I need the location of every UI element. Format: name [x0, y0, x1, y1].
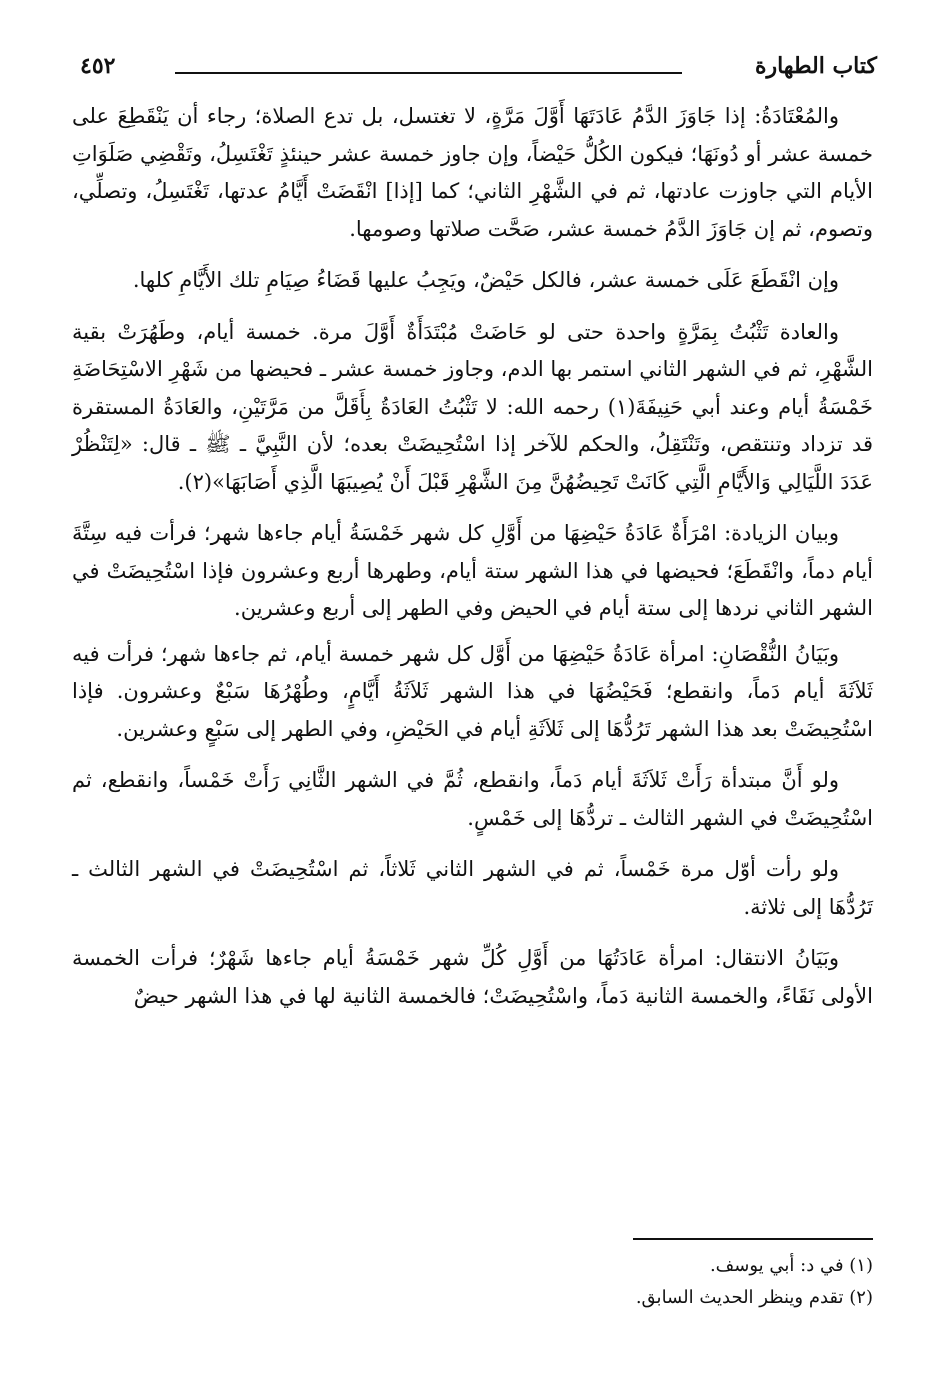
footnotes — [72, 1250, 873, 1314]
paragraph-increase: وبيان الزيادة: امْرَأَةٌ عَادَةُ حَيْضِهَا من أَوَّلِ كل شهر خَمْسَةُ أيام جاءها شهر؛ فرأت فيه سِتَّةَ أيام دماً، وانْقَطَعَ؛ فحيضها في هذا الشهر ستة أيام، وطهرها أربع وعشرون فإذا اسْتُحِيضَتْ في الشهر الثاني نردها إلى ستة أيام في الحيض وفي الطهر إلى أربع وعشرين. — [72, 521, 873, 620]
page-header — [80, 48, 877, 88]
paragraph-transfer: وبَيَانُ الانتقال: امرأة عَادَتُهَا من أَوَّلِ كُلِّ شهر خَمْسَةُ أيام جاءها شَهْرٌ؛ فرأت الخمسة الأولى نَقَاءً، والخمسة الثانية دَماً، واسْتُحِيضَتْ؛ فالخمسة الثانية لها في هذا الشهر حيضٌ — [72, 946, 873, 1008]
page-number: ٤٥٢ — [80, 53, 116, 79]
paragraph-habitual-woman: والمُعْتَادَةُ: إذا جَاوَزَ الدَّمُ عَادَتَهَا أَوَّلَ مَرَّةٍ، لا تغتسل، بل تدع الصلاة؛ رجاء أن يَنْقَطِعَ على خمسة عشر أو دُونَهَا؛ فيكون الكُلُّ حَيْضاً، وإن جاوز خمسة عشر حينئذٍ تَغْتَسِلُ، وتَقْضِي صَلَوَاتِ الأيام التي جاوزت عادتها، ثم في الشَّهْرِ الثاني؛ كما [إذا] انْقَضَتْ أَيَّامُ عدتها، تَغْتَسِلُ، وتصلِّي، وتصوم، ثم إن جَاوَزَ الدَّمُ خمسة عشر، صَحَّت صلاتها وصومها. — [72, 104, 873, 241]
footnote-1: (١) في د: أبي يوسف. — [709, 1255, 873, 1276]
paragraph-stopping-at-fifteen: وإن انْقَطَعَ عَلَى خمسة عشر، فالكل حَيْضٌ، ويَجِبُ عليها قَضَاءُ صِيَامِ تلك الأَيَّامِ كلها. — [132, 268, 839, 292]
paragraph-first-time-example: ولو رأت أوّل مرة خَمْساً، ثم في الشهر الثاني ثَلاثاً، ثم اسْتُحِيضَتْ في الشهر الثالث ـ تَرُدُّهَا إلى ثلاثة. — [72, 857, 873, 919]
footnote-2: (٢) تقدم وينظر الحديث السابق. — [635, 1287, 873, 1308]
page-body — [72, 98, 873, 1029]
footnote-separator — [633, 1238, 873, 1240]
header-rule — [175, 72, 682, 74]
paragraph-decrease: وبَيَانُ النُّقْصَانِ: امرأة عَادَةُ حَيْضِهَا من أَوَّل كل شهر خمسة أيام، ثم جاءها شهر؛ فرأت فيه ثَلاَثَةَ أيام دَماً، وانقطع؛ فَحَيْضُهَا في هذا الشهر ثَلاَثَةُ أَيَّامٍ، وطُهْرُهَا سَبْعٌ وعشرون. فإذا اسْتُحِيضَتْ بعد هذا الشهر تَرُدُّهَا إلى ثَلاَثَةِ أيام في الحَيْضِ، وفي الطهر إلى سَبْعٍ وعشرين. — [72, 641, 873, 741]
paragraph-beginner-example: ولو أَنَّ مبتدأة رَأَتْ ثَلاَثَةَ أيام دَماً، وانقطع، ثُمَّ في الشهر الثَّانِي رَأَتْ خَمْساً، وانقطع، ثم اسْتُحِيضَتْ في الشهر الثالث ـ تردُّهَا إلى خَمْسٍ. — [72, 768, 873, 830]
paragraph-habit-established: والعادة تَثْبُتُ بِمَرَّةٍ واحدة حتى لو حَاضَتْ مُبْتَدَأَةٌ أَوَّلَ مرة. خمسة أيام، وطَهُرَتْ بقية الشَّهْرِ، ثم في الشهر الثاني استمر بها الدم، وجاوز خمسة عشر ـ فحيضها من شَهْرِ الاسْتِحَاضَةِ خَمْسَةُ أيام وعند أبي حَنِيفَةَ(١) رحمه الله: لا تَثْبُتُ العَادَةُ بِأَقَلَّ من مَرَّتَيْنِ، والعَادَةُ المستقرة قد تزداد وتنتقص، وتَنْتَقِلُ، والحكم للآخر إذا اسْتُحِيضَتْ بعده؛ لأن النَّبِيَّ ـ ﷺ ـ قال: «لِتَنْظُرْ عَدَدَ اللَّيَالِي وَالأَيَّامِ الَّتِي كَانَتْ تَحِيضُهُنَّ مِنَ الشَّهْرِ قَبْلَ أَنْ يُصِيبَهَا الَّذِي أَصَابَهَا»(٢). — [72, 319, 873, 494]
running-title: كتاب الطهارة — [754, 53, 877, 79]
